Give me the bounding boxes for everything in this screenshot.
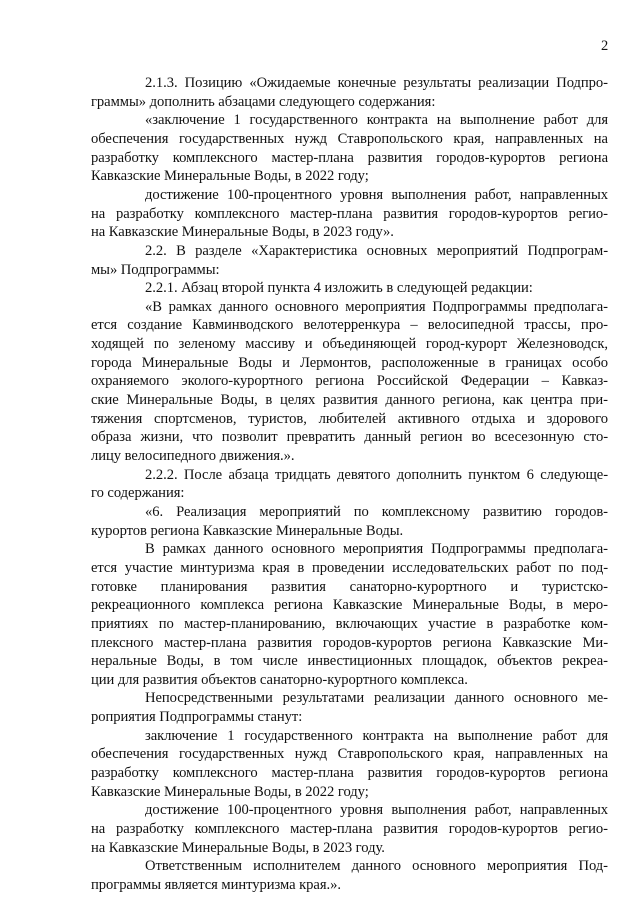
text-line: Непосредственными результатами реализации данного основного ме- (145, 690, 608, 707)
text-line: «В рамках данного основного мероприятия Подпрограммы предполага- (145, 298, 608, 315)
text-line: ется создание Кавминводского велотерренкура – велосипедной трассы, про- (91, 317, 608, 334)
text-line: 2.2.2. После абзаца тридцать девятого дополнить пунктом 6 следующе- (145, 466, 608, 483)
text-line: ходящей по зеленому массиву и объединяющей город-курорт Железноводск, (91, 336, 608, 353)
text-line: на Кавказские Минеральные Воды, в 2023 году». (91, 224, 394, 241)
text-line: В рамках данного основного мероприятия Подпрограммы предполага- (145, 541, 608, 558)
text-line: лицу велосипедного движения.». (91, 448, 295, 464)
text-line: обеспечения государственных нужд Ставропольского края, направленных на (91, 746, 608, 763)
text-line: курортов региона Кавказские Минеральные Воды. (91, 522, 404, 539)
text-line: города Минеральные Воды и Лермонтов, расположенные в границах особо (91, 354, 608, 371)
text-line: неральные Воды, в том числе инвестиционных площадок, объектов рекреа- (91, 653, 608, 670)
page-number: 2 (601, 38, 609, 54)
text-line: 2.2.1. Абзац второй пункта 4 изложить в следующей редакции: (145, 280, 533, 297)
text-line: разработку комплексного мастер-плана развития городов-курортов региона (91, 765, 608, 782)
text-line: на разработку комплексного мастер-плана развития городов-курортов регио- (91, 821, 608, 837)
text-line: ции для развития объектов санаторно-курортного комплекса. (91, 671, 468, 688)
text-line: 2.2. В разделе «Характеристика основных мероприятий Подпрограм- (145, 242, 608, 259)
text-line: граммы» дополнить абзацами следующего содержания: (91, 93, 436, 110)
text-line: го содержания: (91, 485, 185, 502)
text-line: на разработку комплексного мастер-плана развития городов-курортов регио- (91, 205, 608, 222)
text-line: обеспечения государственных нужд Ставропольского края, направленных на (91, 130, 608, 147)
text-line: Кавказские Минеральные Воды, в 2022 году; (91, 168, 369, 185)
text-line: заключение 1 государственного контракта на выполнение работ для (145, 727, 608, 744)
text-line: ские Минеральные Воды, в целях развития данного региона, как центра при- (91, 392, 608, 409)
text-line: «6. Реализация мероприятий по комплексному развитию городов- (145, 503, 608, 520)
text-line: достижение 100-процентного уровня выполнения работ, направленных (145, 186, 608, 203)
text-line: рекреационного комплекса региона Кавказские Минеральные Воды, в меро- (91, 597, 608, 614)
text-line: образа жизни, что позволит превратить данный регион во всесезонную сто- (91, 429, 608, 446)
text-line: тяжения спортсменов, туристов, любителей активного отдыха и здорового (91, 410, 608, 427)
text-line: программы является минтуризма края.». (91, 876, 341, 893)
text-line: роприятия Подпрограммы станут: (91, 709, 303, 726)
text-line: «заключение 1 государственного контракта на выполнение работ для (145, 112, 608, 129)
text-line: 2.1.3. Позицию «Ожидаемые конечные результаты реализации Подпро- (145, 75, 608, 91)
text-line: Ответственным исполнителем данного основного мероприятия Под- (145, 858, 608, 875)
text-line: ется участие минтуризма края в проведении исследовательских работ по под- (91, 559, 608, 576)
text-line: плексного мастер-плана развития городов-курортов региона Кавказские Ми- (91, 634, 608, 651)
text-line: Кавказские Минеральные Воды, в 2022 году; (91, 783, 369, 800)
text-line: мы» Подпрограммы: (91, 261, 220, 278)
text-line: готовке планирования развития санаторно-курортного и туристско- (91, 578, 608, 595)
text-line: приятиях по мастер-планированию, включающих участие в разработке ком- (91, 615, 608, 632)
text-line: охраняемого эколого-курортного региона Российской Федерации – Кавказ- (91, 373, 608, 390)
text-line: на Кавказские Минеральные Воды, в 2023 году. (91, 839, 385, 856)
text-line: разработку комплексного мастер-плана развития городов-курортов региона (91, 149, 608, 166)
text-line: достижение 100-процентного уровня выполнения работ, направленных (145, 802, 608, 819)
